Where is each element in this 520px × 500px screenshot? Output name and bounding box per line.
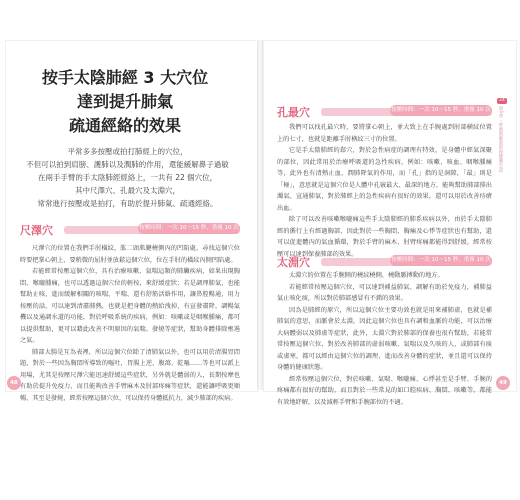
chapter-side-tab (497, 98, 507, 172)
intro-line: 平常多多按壓或拍打肺經上的穴位， (67, 147, 188, 156)
press-time-tag: 按壓時間：一次 10～15 秒，重複 10 次 (138, 223, 240, 234)
paragraph: 尺澤穴的位置在我們手肘橫紋，肱二頭肌腱橈側內的凹陷處，尋找這個穴位時要把掌心朝上，要稍微的屈肘並放鬆這個穴位，位在手肘的橫紋內側凹陷處。 (20, 245, 240, 264)
page-title (20, 66, 230, 138)
intro-line: 不但可以拍到肩膀、護肺以及潤肺的作用，還能緩解鼻子過敏 (26, 160, 229, 169)
taiyuan-body (277, 270, 492, 406)
title-line-2: 達到提升肺氣 (76, 92, 173, 111)
intro-line: 其中尺澤穴、孔最穴及太淵穴， (75, 186, 180, 195)
paragraph: 太淵穴的位置在手腕側的橈紋橈側，橈動脈搏動的地方。 (289, 272, 444, 279)
title-line-1: 按手太陰肺經 3 大穴位 (41, 68, 209, 87)
press-time-tag: 按壓時間：一次 10～15 秒，重複 10 次 (390, 105, 492, 116)
section-header-taiyuan (277, 254, 492, 270)
chize-body (20, 243, 240, 402)
paragraph: 除了可以改善咳嗽喉嚨痛這些手太陰肺經的肺系疾病以外，由於手太陰肺經的循行上有經過胸部，因此對於一些胸悶、胸痛及心悸等症狀也有幫助，還可以促進體內的氣血循環，對於手臂的麻木、肘臂疼痛都能得到舒緩，經常按壓可以達到保養肺部的效果。 (277, 216, 492, 258)
page-number-right: 49 (496, 376, 510, 390)
section-title: 孔最穴 (277, 106, 310, 119)
paragraph: 肺部大腸是互為表裡，所以這個穴位除了清肺氣以外，也可以用於清腸胃問題，對於一些因為胸悶所導致的嘔吐，胃腸上逆，腹瀉、乾嘔……等也可以派上用場，尤其是按壓尺澤穴能迅速舒緩這些症狀，另外就是體弱的人，長期按摩也有助於提升免疫力，而且能夠改善手臂麻木及肘部疼痛等症狀，還能讓呼吸更順暢，其至是發燒，經常按壓這個穴位，可以保持身體抵抗力，減少肺部的疾病。 (20, 348, 240, 402)
chapter-title: 第1章・呼吸與肺部的保健養生法 (498, 106, 503, 172)
section-title: 尺澤穴 (20, 224, 53, 237)
paragraph: 它是手太陰肺經的郄穴，對於急性病症的調理有特效，是身體中經氣深聚的部位，因此常用於治療呼吸道的急性疾病，例如：咳嗽、咳血、咽喉腫痛等，此外也有清熱止血、潤肺降氣的作用，而「孔」指的是洞隙，「最」則是「極」，意思就是這個穴位是人體中孔竅最大、最深的地方，能夠幫助肺部排出濁氣、宣通肺氣，對於肺經上的急性疾病有很好的效果，還可以用於改善痔瘡出血。 (277, 147, 492, 212)
paragraph: 若能經常按壓這個穴位，可以達到補益肺氣、調解有助於免疫力，補肺益氣止咳化痰，所以對於肺部感冒有不錯的效果。 (277, 283, 492, 302)
paragraph: 若能經常按壓這個穴位，具有治療咳嗽、氣喘這類的肺臟疾病，如果出現胸悶、喉嚨腫痛，也可以透過這個穴位的輕按，來舒緩症狀；若是調理肺氣，也能幫助止咳，進而緩解相關的咳喘、平喘、還有舒筋活絡作用，讓鼻腔暢通，用力按壓的話，可以達到清肅肺熱，也就是把身體的熱給洩掉，有宣發肅降，調暢氣機以及通調水道的功能，對於呼吸系統的疾病，例如：咳嗽或是咽喉腫痛，都可以提供幫助，更可以藉此改善不明原因的氣喘、發燒等症狀，幫助身體排除壅遏之氣。 (20, 268, 240, 344)
kongzui-body (277, 122, 492, 258)
intro-text (20, 145, 235, 210)
paragraph: 我們可以找孔最穴時，要將掌心朝上，並大致上在手腕處到肘部横紋位置上的七寸，也就是距離手肘横紋三寸的位置。 (277, 124, 492, 143)
section-header-kongzui (277, 104, 492, 120)
paragraph: 因為是肺經的原穴，所以這個穴位主要功效也就是用來補肺虛，也就是補肺氣的意思，而脈會於太淵，因此這個穴位也具有調和血脈的功能，可以治療大病體弱以及肺虛等症狀，此外，太淵穴對於肺部的保養也很有幫助，若能常常按壓這個穴位，對於改善肺部的虛弱咳嗽、氣喘以及久咳的人，或肺部有痰或虛寒，都可以經由這個穴位的調理，進而改善身體的症狀，並且還可以保持身體的健康狀態。 (277, 306, 492, 371)
section-title: 太淵穴 (277, 256, 310, 269)
press-time-tag: 按壓時間：一次 10～15 秒，重複 10 次 (390, 255, 492, 266)
intro-line: 在兩手手臂的手太陰肺經經絡上，一共有 22 個穴位， (37, 173, 218, 182)
section-header-chize (20, 222, 240, 238)
intro-line: 常常進行按壓或是拍打，有助於提升肺氣、疏通經絡。 (37, 199, 218, 208)
title-line-3: 疏通經絡的效果 (68, 116, 181, 135)
page-number-left: 48 (7, 376, 21, 390)
paragraph: 經常按壓這個穴位，對於咳嗽、氣喘、喉嚨痛、心悸甚至是手臂、手腕的疼痛都有很好的幫助，而且對於一些常見的如口腔疾病、胸悶、咳嗽等，都能有效地紓解，以及減輕手臂和手腕部位的不適。 (277, 375, 492, 406)
chapter-number: 24 (497, 98, 507, 104)
